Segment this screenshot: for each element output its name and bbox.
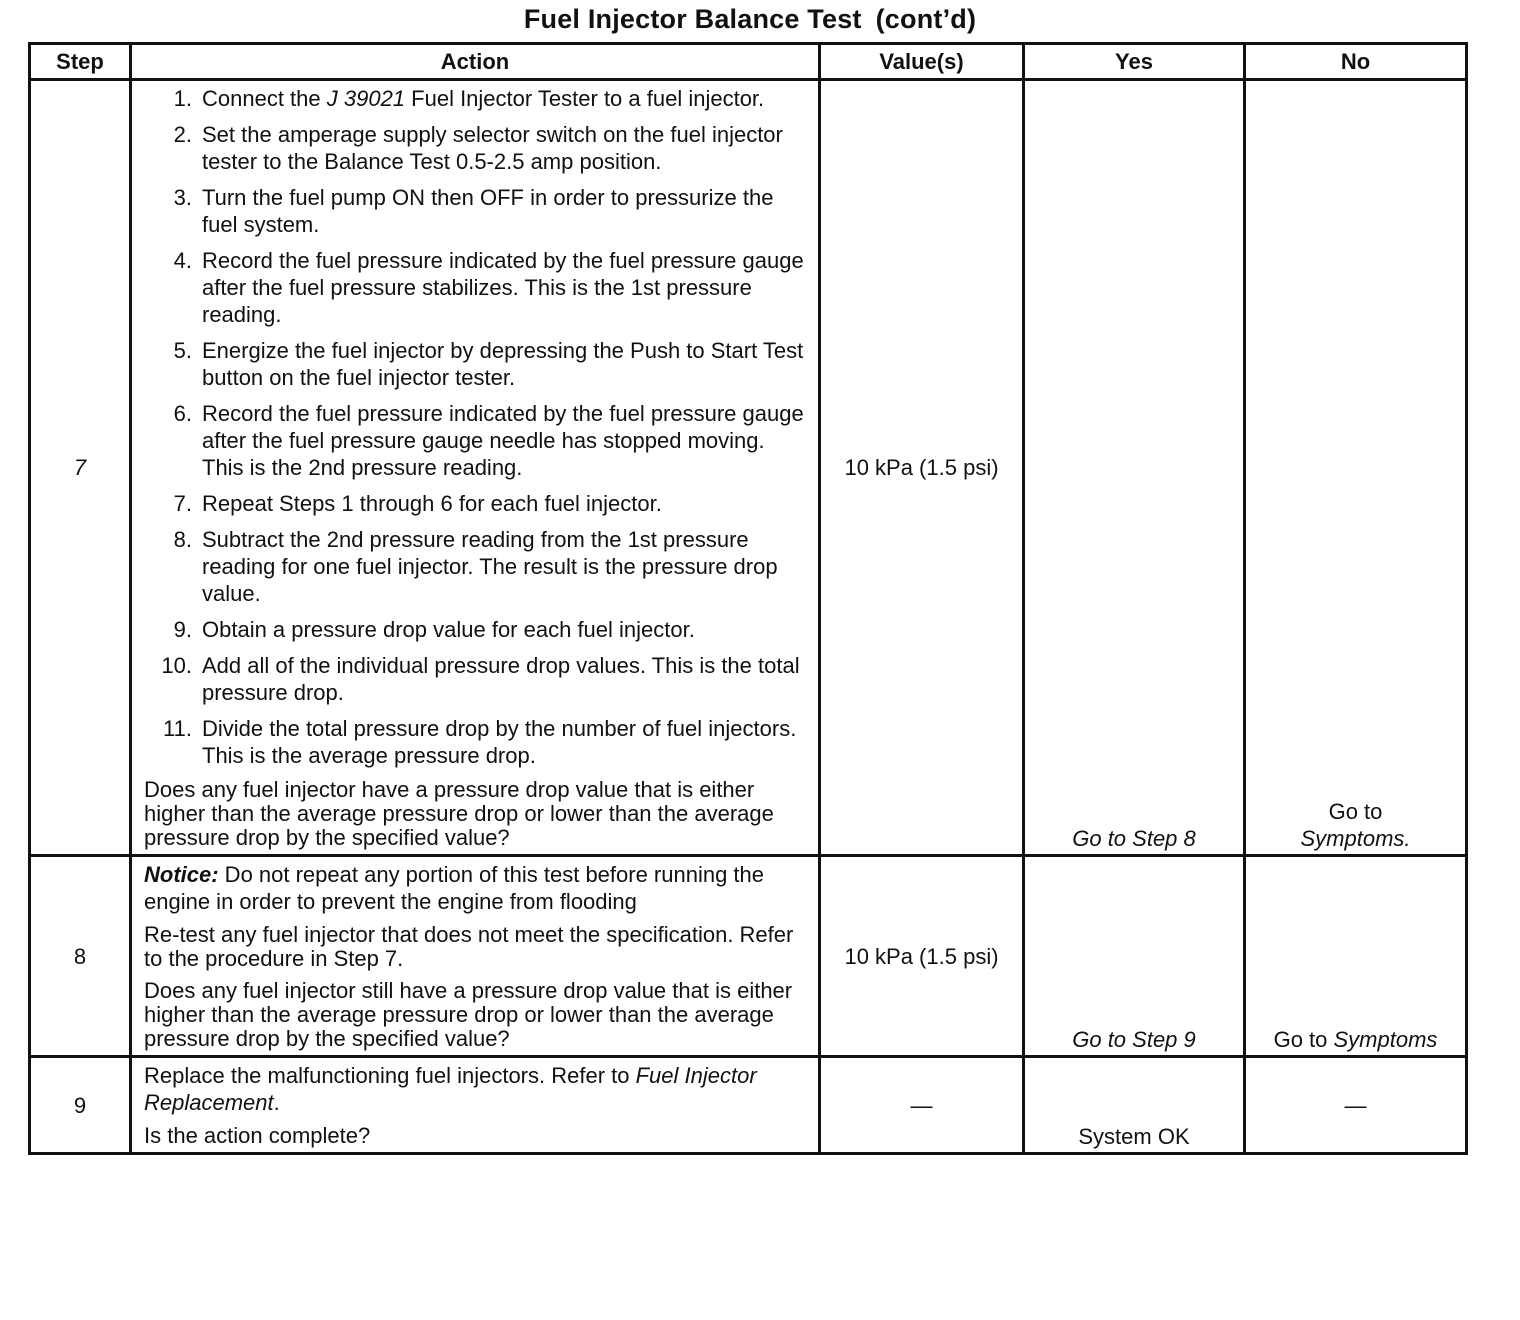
- list-item: 1. Connect the J 39021 Fuel Injector Tester to a fuel injector.: [173, 86, 765, 111]
- list-item: 2. Set the amperage supply selector switch on the fuel injector tester to the Balance Test 0.5-2.5 amp position.: [173, 122, 783, 174]
- value-cell: 10 kPa (1.5 psi): [820, 856, 1024, 1057]
- tool-reference: J 39021: [326, 86, 406, 111]
- list-item: 11. Divide the total pressure drop by the number of fuel injectors. This is the average pressure drop.: [163, 716, 797, 768]
- retest-text: Re-test any fuel injector that does not meet the specification. Refer to the procedure in Step 7.: [144, 922, 794, 971]
- no-cell: —: [1245, 1057, 1467, 1154]
- list-item: 8. Subtract the 2nd pressure reading from the 1st pressure reading for one fuel injector. The result is the pressure drop value.: [173, 527, 778, 606]
- table-row-step-7: [30, 80, 1467, 856]
- action-cell: [131, 1057, 820, 1154]
- header-no: No: [1245, 44, 1467, 80]
- action-cell: [131, 856, 820, 1057]
- yes-cell: Go to Step 8: [1024, 80, 1245, 856]
- header-yes: Yes: [1024, 44, 1245, 80]
- title-suffix: (cont’d): [875, 4, 977, 34]
- notice-text: Notice: Do not repeat any portion of this test before running the engine in order to prevent the engine from flooding: [144, 862, 765, 914]
- yes-cell: Go to Step 9: [1024, 856, 1245, 1057]
- list-item: 6. Record the fuel pressure indicated by the fuel pressure gauge after the fuel pressure gauge needle has stopped moving. This is the 2nd pressure reading.: [173, 401, 804, 480]
- replace-text: Replace the malfunctioning fuel injectors. Refer to Fuel Injector Replacement.: [144, 1063, 757, 1115]
- value-cell: 10 kPa (1.5 psi): [820, 80, 1024, 856]
- header-values: Value(s): [820, 44, 1024, 80]
- table-row-step-9: [30, 1057, 1467, 1154]
- diagnostic-table: [28, 42, 1468, 1155]
- header-step: Step: [30, 44, 131, 80]
- action-cell: [131, 80, 820, 856]
- page-title: [0, 4, 1500, 35]
- list-item: 3. Turn the fuel pump ON then OFF in order to pressurize the fuel system.: [173, 185, 774, 237]
- value-cell: —: [820, 1057, 1024, 1154]
- list-item: 4. Record the fuel pressure indicated by the fuel pressure gauge after the fuel pressure stabilizes. This is the 1st pressure reading.: [173, 248, 804, 327]
- no-cell: Go to Symptoms: [1245, 856, 1467, 1057]
- notice-label: Notice:: [144, 862, 219, 887]
- yes-cell: System OK: [1024, 1057, 1245, 1154]
- list-item: 7. Repeat Steps 1 through 6 for each fuel injector.: [173, 491, 662, 516]
- header-action: Action: [131, 44, 820, 80]
- step-number: 7: [30, 80, 131, 856]
- title-main: Fuel Injector Balance Test: [523, 4, 862, 34]
- step-number: 8: [30, 856, 131, 1057]
- list-item: 5. Energize the fuel injector by depressing the Push to Start Test button on the fuel injector tester.: [173, 338, 804, 390]
- question-text: Is the action complete?: [144, 1123, 371, 1148]
- list-item: 10. Add all of the individual pressure drop values. This is the total pressure drop.: [161, 653, 800, 705]
- no-line-2: Symptoms.: [1300, 826, 1411, 851]
- question-text: Does any fuel injector still have a pressure drop value that is either higher than the average pressure drop or lower than the average pressure drop by the specified value?: [144, 978, 793, 1051]
- question-text: Does any fuel injector have a pressure drop value that is either higher than the average pressure drop or lower than the average pressure drop by the specified value?: [144, 777, 774, 850]
- header-row: [30, 44, 1467, 80]
- list-item: 9. Obtain a pressure drop value for each fuel injector.: [173, 617, 695, 642]
- procedure-reference: Fuel Injector Replacement: [144, 1063, 757, 1115]
- no-cell: [1245, 80, 1467, 856]
- no-line-1: Go to: [1328, 799, 1383, 824]
- table-row-step-8: [30, 856, 1467, 1057]
- procedure-list: [144, 85, 808, 769]
- step-number: 9: [30, 1057, 131, 1154]
